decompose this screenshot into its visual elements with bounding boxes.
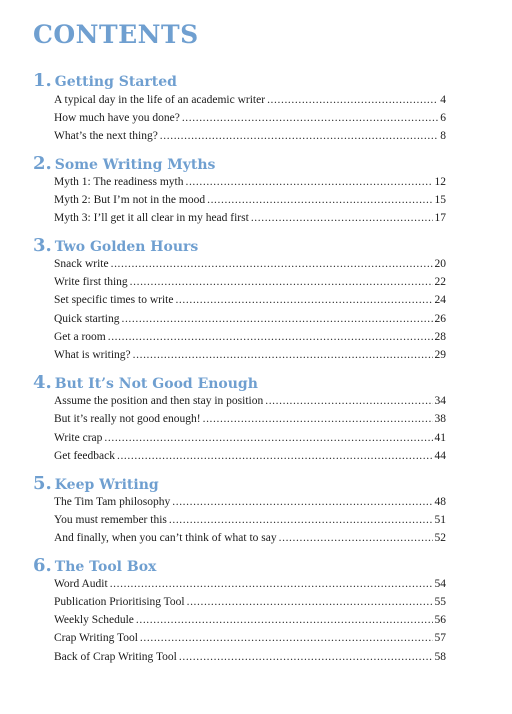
entry-label: Back of Crap Writing Tool [54,651,177,663]
section-heading [33,555,156,576]
toc-entry[interactable] [54,311,446,328]
entry-label: Myth 2: But I’m not in the mood [54,194,206,206]
toc-entry[interactable] [54,448,446,465]
dot-leader [203,411,433,428]
entry-label: Weekly Schedule [54,614,134,626]
dot-leader [187,594,433,611]
toc-entry[interactable] [54,393,446,410]
entry-page: 28 [434,331,446,343]
dot-leader [136,612,433,629]
dot-leader [172,494,432,511]
entry-page: 8 [440,130,446,142]
section-title: But It’s Not Good Enough [54,376,258,392]
entry-page: 54 [434,578,446,590]
toc-entry[interactable] [54,128,446,145]
entry-label: Snack write [54,258,109,270]
toc-entry[interactable] [54,192,446,209]
dot-leader [169,512,433,529]
entry-page: 15 [434,194,446,206]
toc-entry[interactable] [54,649,446,666]
entry-page: 29 [434,349,446,361]
entry-label: Get a room [54,331,106,343]
section-heading [33,235,198,256]
toc-entry[interactable] [54,292,446,309]
section-number: 3. [33,235,52,256]
entry-label: How much have you done? [54,112,180,124]
toc-entry[interactable] [54,630,446,647]
entry-label: Crap Writing Tool [54,632,138,644]
dot-leader [108,329,433,346]
entry-label: You must remember this [54,514,167,526]
toc-entry[interactable] [54,512,446,529]
dot-leader [175,292,432,309]
entry-label: Myth 1: The readiness myth [54,176,184,188]
entry-label: Set specific times to write [54,294,174,306]
dot-leader [121,311,432,328]
section-heading [33,70,177,91]
toc-entry[interactable] [54,347,446,364]
toc-entry[interactable] [54,494,446,511]
entry-label: Write first thing [54,276,128,288]
dot-leader [140,630,433,647]
entry-page: 48 [434,496,446,508]
dot-leader [160,128,438,145]
toc-entry[interactable] [54,612,446,629]
entry-page: 4 [440,94,446,106]
dot-leader [182,110,438,127]
section-heading [33,372,258,393]
toc-entry[interactable] [54,411,446,428]
section-number: 2. [33,153,52,174]
entry-label: Assume the position and then stay in position [54,395,264,407]
entry-label: Publication Prioritising Tool [54,596,185,608]
entry-page: 57 [434,632,446,644]
toc-entry[interactable] [54,174,446,191]
toc-entry[interactable] [54,594,446,611]
entry-page: 6 [440,112,446,124]
entry-page: 22 [434,276,446,288]
page-title: CONTENTS [33,20,199,49]
entry-page: 24 [434,294,446,306]
entry-label: The Tim Tam philosophy [54,496,171,508]
dot-leader [251,210,433,227]
dot-leader [111,256,433,273]
section-number: 1. [33,70,52,91]
dot-leader [267,92,438,109]
entry-label: Get feedback [54,450,115,462]
toc-entry[interactable] [54,210,446,227]
toc-entry[interactable] [54,530,446,547]
dot-leader [104,430,432,447]
section-number: 5. [33,473,52,494]
dot-leader [179,649,433,666]
section-title: Keep Writing [54,477,159,493]
entry-page: 44 [434,450,446,462]
entry-page: 55 [434,596,446,608]
entry-label: A typical day in the life of an academic writer [54,94,266,106]
entry-label: And finally, when you can’t think of what to say [54,532,277,544]
entry-label: Myth 3: I’ll get it all clear in my head first [54,212,249,224]
section-title: The Tool Box [54,559,157,575]
entry-label: But it’s really not good enough! [54,413,201,425]
toc-entry[interactable] [54,92,446,109]
entry-page: 12 [434,176,446,188]
entry-page: 41 [434,432,446,444]
toc-entry[interactable] [54,110,446,127]
entry-label: Quick starting [54,313,120,325]
entry-page: 26 [434,313,446,325]
section-number: 6. [33,555,52,576]
entry-page: 52 [434,532,446,544]
toc-entry[interactable] [54,430,446,447]
dot-leader [133,347,433,364]
entry-page: 38 [434,413,446,425]
entry-page: 17 [434,212,446,224]
section-heading [33,473,159,494]
dot-leader [185,174,432,191]
entry-label: What’s the next thing? [54,130,158,142]
toc-entry[interactable] [54,576,446,593]
toc-entry[interactable] [54,274,446,291]
entry-label: What is writing? [54,349,131,361]
section-title: Some Writing Myths [54,157,216,173]
section-heading [33,153,215,174]
section-title: Two Golden Hours [54,239,199,255]
section-title: Getting Started [54,74,177,90]
entry-page: 58 [434,651,446,663]
dot-leader [117,448,433,465]
entry-page: 20 [434,258,446,270]
dot-leader [130,274,433,291]
dot-leader [110,576,433,593]
dot-leader [207,192,432,209]
dot-leader [279,530,433,547]
section-number: 4. [33,372,52,393]
entry-label: Write crap [54,432,103,444]
toc-entry[interactable] [54,329,446,346]
entry-page: 56 [434,614,446,626]
entry-label: Word Audit [54,578,108,590]
entry-page: 34 [434,395,446,407]
entry-page: 51 [434,514,446,526]
dot-leader [265,393,432,410]
toc-entry[interactable] [54,256,446,273]
